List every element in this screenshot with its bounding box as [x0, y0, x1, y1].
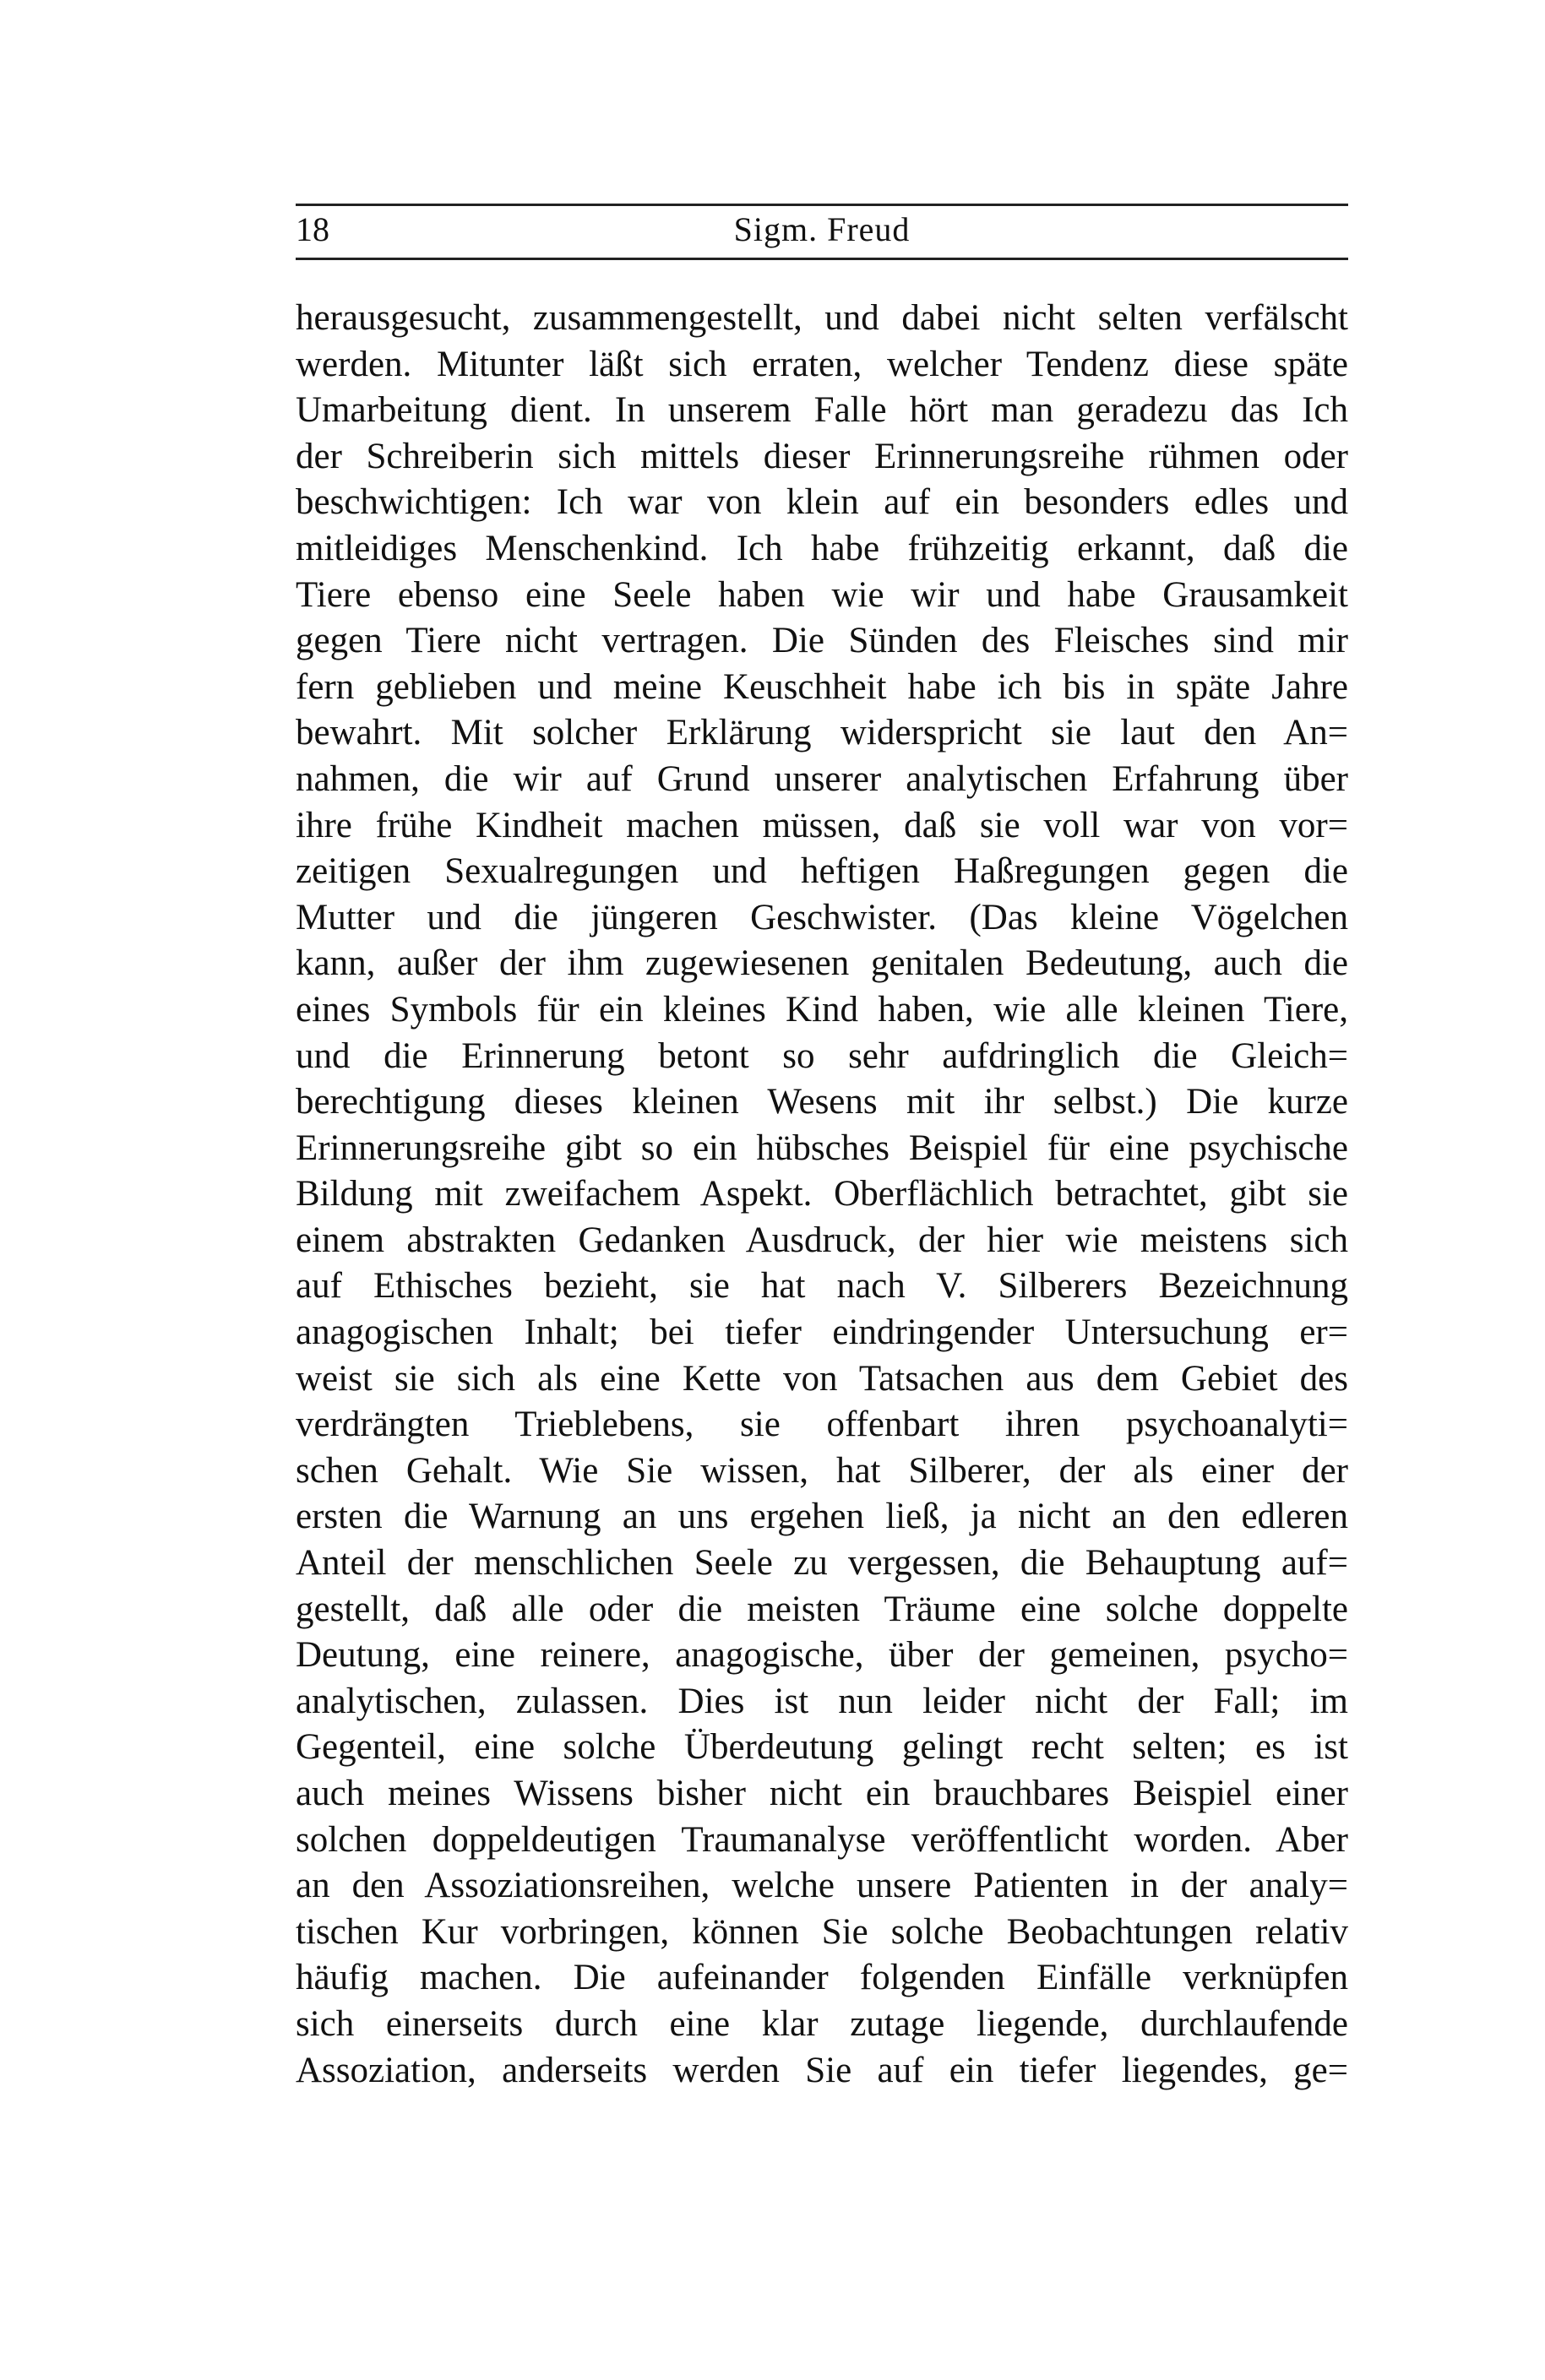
text-line: schen Gehalt. Wie Sie wissen, hat Silberer, der als einer der: [296, 1450, 1348, 1491]
text-line: Assoziation, anderseits werden Sie auf ein tiefer liegendes, ge=: [296, 2050, 1348, 2090]
text-line: auch meines Wissens bisher nicht ein brauchbares Beispiel einer: [296, 1774, 1348, 1813]
text-line: auf Ethisches bezieht, sie hat nach V. Silberers Bezeichnung: [296, 1266, 1348, 1307]
text-line: Mutter und die jüngeren Geschwister. (Das kleine Vögelchen: [296, 897, 1348, 937]
text-line: analytischen, zulassen. Dies ist nun leider nicht der Fall; im: [296, 1681, 1348, 1721]
text-line: weist sie sich als eine Kette von Tatsachen aus dem Gebiet des: [296, 1358, 1348, 1399]
text-line: einem abstrakten Gedanken Ausdruck, der hier wie meistens sich: [296, 1220, 1348, 1260]
text-line: solchen doppeldeutigen Traumanalyse veröffentlicht worden. Aber: [296, 1819, 1348, 1860]
text-line: ersten die Warnung an uns ergehen ließ, ja nicht an den edleren: [296, 1497, 1348, 1537]
page-number: 18: [296, 210, 329, 248]
text-line: und die Erinnerung betont so sehr aufdringlich die Gleich=: [296, 1035, 1348, 1076]
body-text: [296, 296, 1348, 2094]
text-line: mitleidiges Menschenkind. Ich habe frühzeitig erkannt, daß die: [296, 528, 1348, 568]
text-line: verdrängten Trieblebens, sie offenbart ihren psychoanalyti=: [296, 1405, 1348, 1445]
text-line: Umarbeitung dient. In unserem Falle hört man geradezu das Ich: [296, 390, 1348, 431]
text-line: werden. Mitunter läßt sich erraten, welcher Tendenz diese späte: [296, 344, 1348, 384]
text-line: Tiere ebenso eine Seele haben wie wir und habe Grausamkeit: [296, 574, 1348, 615]
text-line: Erinnerungsreihe gibt so ein hübsches Beispiel für eine psychische: [296, 1128, 1348, 1168]
text-line: nahmen, die wir auf Grund unserer analytischen Erfahrung über: [296, 758, 1348, 799]
text-line: kann, außer der ihm zugewiesenen genitalen Bedeutung, auch die: [296, 943, 1348, 984]
text-line: beschwichtigen: Ich war von klein auf ein besonders edles und: [296, 482, 1348, 523]
text-line: häufig machen. Die aufeinander folgenden Einfälle verknüpfen: [296, 1958, 1348, 1998]
text-line: bewahrt. Mit solcher Erklärung widerspricht sie laut den An=: [296, 713, 1348, 753]
text-line: Deutung, eine reinere, anagogische, über der gemeinen, psycho=: [296, 1635, 1348, 1676]
text-line: tischen Kur vorbringen, können Sie solche Beobachtungen relativ: [296, 1911, 1348, 1952]
text-line: der Schreiberin sich mittels dieser Erinnerungsreihe rühmen oder: [296, 436, 1348, 476]
text-line: zeitigen Sexualregungen und heftigen Haßregungen gegen die: [296, 851, 1348, 892]
page-header: [296, 211, 1348, 248]
text-line: Anteil der menschlichen Seele zu vergessen, die Behauptung auf=: [296, 1543, 1348, 1584]
header-rule-top: [296, 204, 1348, 206]
text-line: berechtigung dieses kleinen Wesens mit ihr selbst.) Die kurze: [296, 1082, 1348, 1122]
text-line: an den Assoziationsreihen, welche unsere Patienten in der analy=: [296, 1866, 1348, 1906]
text-line: anagogischen Inhalt; bei tiefer eindringender Untersuchung er=: [296, 1312, 1348, 1353]
running-head: Sigm. Freud: [733, 210, 911, 248]
text-line: ihre frühe Kindheit machen müssen, daß sie voll war von vor=: [296, 805, 1348, 845]
text-line: gestellt, daß alle oder die meisten Träume eine solche doppelte: [296, 1589, 1348, 1629]
text-line: Gegenteil, eine solche Überdeutung gelingt recht selten; es ist: [296, 1727, 1348, 1768]
text-line: Bildung mit zweifachem Aspekt. Oberflächlich betrachtet, gibt sie: [296, 1174, 1348, 1214]
header-rule-bottom: [296, 258, 1348, 260]
text-line: gegen Tiere nicht vertragen. Die Sünden des Fleisches sind mir: [296, 621, 1348, 661]
text-line: herausgesucht, zusammengestellt, und dabei nicht selten verfälscht: [296, 298, 1348, 338]
text-line: fern geblieben und meine Keuschheit habe ich bis in späte Jahre: [296, 666, 1348, 707]
text-line: eines Symbols für ein kleines Kind haben, wie alle kleinen Tiere,: [296, 989, 1348, 1030]
text-line: sich einerseits durch eine klar zutage liegende, durchlaufende: [296, 2003, 1348, 2044]
